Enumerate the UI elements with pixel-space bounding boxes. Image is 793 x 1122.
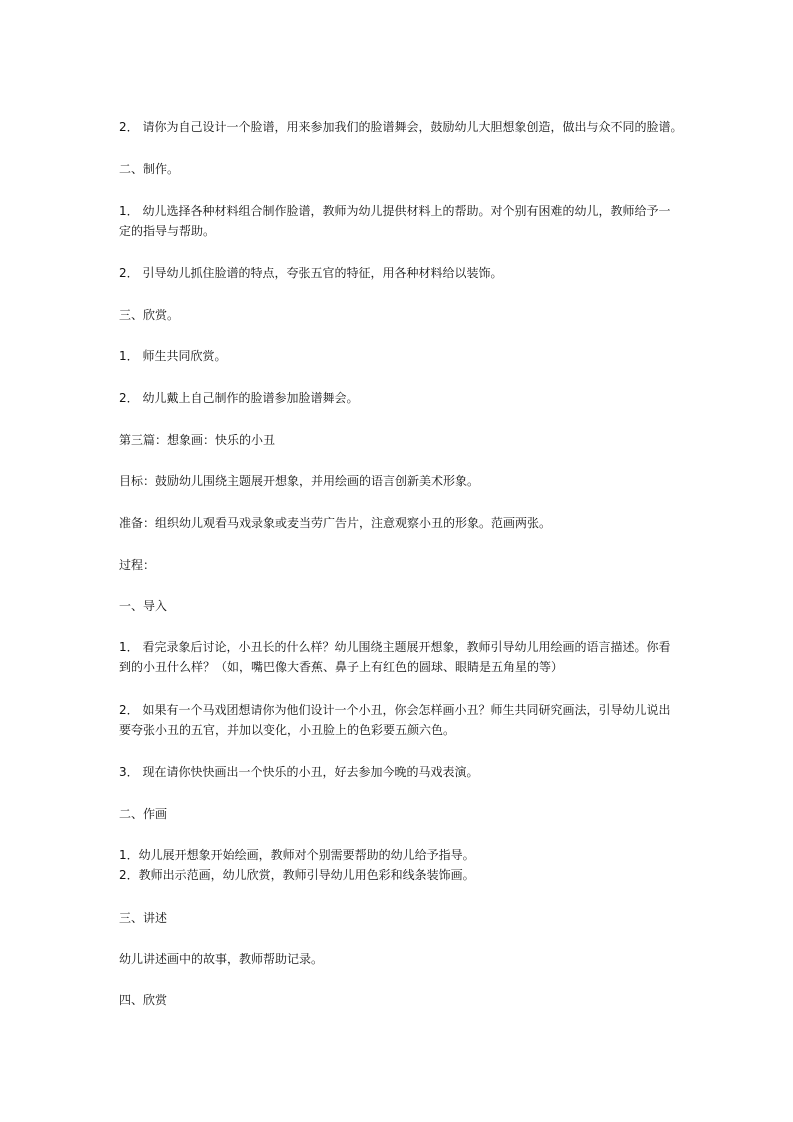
section-title-chapter-three [119, 430, 679, 450]
text-line: 幼儿讲述画中的故事，教师帮助记录。 [119, 952, 324, 966]
text-line: 3． 现在请你快快画出一个快乐的小丑，好去参加今晚的马戏表演。 [119, 765, 479, 779]
text-line: 2． 如果有一个马戏团想请你为他们设计一个小丑，你会怎样画小丑？师生共同研究画法，引导幼儿说出 [119, 703, 671, 717]
heading-process [119, 555, 679, 575]
text-line: 三、欣赏。 [119, 308, 180, 322]
text-line: 过程： [119, 558, 156, 572]
heading-appreciate [119, 305, 679, 325]
text-line: 第三篇：想象画：快乐的小丑 [119, 433, 276, 447]
text-line: 定的指导与帮助。 [119, 224, 216, 238]
paragraph-appreciate-2 [119, 388, 679, 408]
paragraph-goal [119, 471, 679, 491]
text-line: 2． 幼儿戴上自己制作的脸谱参加脸谱舞会。 [119, 391, 359, 405]
paragraph-narrate [119, 949, 679, 969]
paragraph-preparation [119, 513, 679, 533]
text-line: 1． 看完录象后讨论，小丑长的什么样？幼儿围绕主题展开想象，教师引导幼儿用绘画的语言描述。你看 [119, 640, 671, 654]
text-line: 1． 师生共同欣赏。 [119, 349, 227, 363]
text-line: 准备：组织幼儿观看马戏录象或麦当劳广告片，注意观察小丑的形象。范画两张。 [119, 516, 552, 530]
heading-intro [119, 596, 679, 616]
heading-appreciate-final [119, 990, 679, 1010]
text-line: 要夸张小丑的五官，并加以变化，小丑脸上的色彩要五颜六色。 [119, 723, 456, 737]
text-line: 目标：鼓励幼儿围绕主题展开想象，并用绘画的语言创新美术形象。 [119, 474, 480, 488]
paragraph-drawing-steps [119, 845, 679, 885]
paragraph-making-2 [119, 263, 679, 283]
text-line: 2．教师出示范画，幼儿欣赏，教师引导幼儿用色彩和线条装饰画。 [119, 868, 475, 882]
heading-drawing [119, 804, 679, 824]
paragraph-intro-1 [119, 637, 679, 677]
paragraph-appreciate-1 [119, 346, 679, 366]
text-line: 1．幼儿展开想象开始绘画，教师对个别需要帮助的幼儿给予指导。 [119, 848, 475, 862]
text-line: 2． 引导幼儿抓住脸谱的特点，夸张五官的特征，用各种材料给以装饰。 [119, 266, 503, 280]
text-line: 四、欣赏 [119, 993, 168, 1007]
text-line: 三、讲述 [119, 911, 168, 925]
paragraph-intro-2 [119, 700, 679, 740]
text-line: 一、导入 [119, 599, 168, 613]
paragraph-intro-3 [119, 762, 679, 782]
text-line: 1． 幼儿选择各种材料组合制作脸谱，教师为幼儿提供材料上的帮助。对个别有困难的幼儿，教师给予一 [119, 204, 671, 218]
text-line: 到的小丑什么样？（如，嘴巴像大香蕉、鼻子上有红色的圆球、眼睛是五角星的等） [119, 660, 564, 674]
paragraph-making-1 [119, 201, 679, 241]
paragraph-mask-design [119, 117, 683, 137]
text-line: 二、作画 [119, 807, 168, 821]
text-line: 2． 请你为自己设计一个脸谱，用来参加我们的脸谱舞会，鼓励幼儿大胆想象创造，做出与众不同的脸谱。 [119, 120, 683, 134]
text-line: 二、制作。 [119, 162, 180, 176]
heading-making [119, 159, 679, 179]
heading-narrate [119, 908, 679, 928]
